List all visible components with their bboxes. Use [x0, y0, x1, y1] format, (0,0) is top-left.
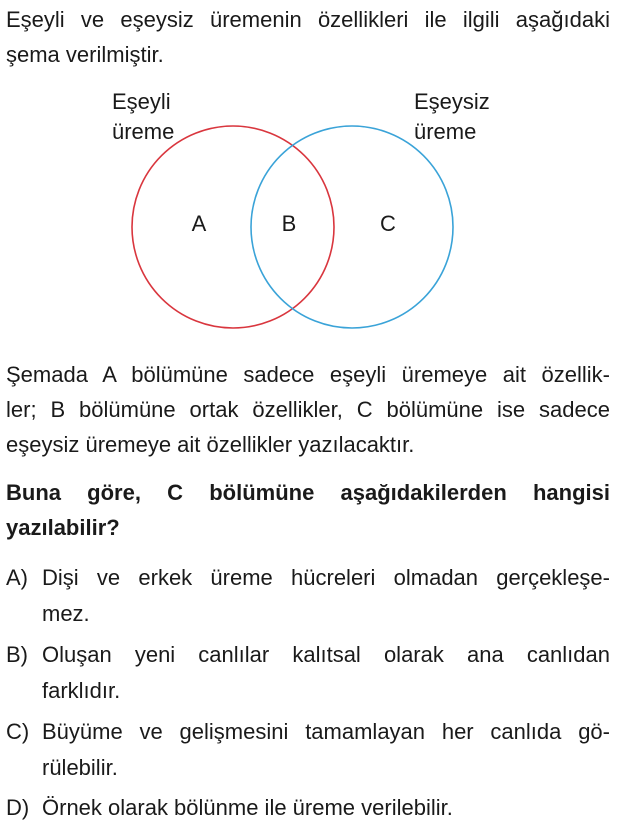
option-text-line: Büyüme ve gelişmesini tamamlayan her canlıda gö- [42, 719, 610, 744]
option-c[interactable] [6, 714, 610, 786]
option-a[interactable] [6, 560, 610, 632]
option-letter: D) [6, 795, 30, 820]
description-line: ler; B bölümüne ortak özellikler, C bölümüne ise sadece [6, 397, 610, 422]
option-text-line: Dişi ve erkek üreme hücreleri olmadan gerçekleşe- [42, 565, 610, 590]
region-a-label: A [191, 211, 207, 236]
option-text-line: Örnek olarak bölünme ile üreme verilebilir. [42, 795, 453, 820]
description-line: eşeysiz üremeye ait özellikler yazılacaktır. [6, 432, 415, 457]
intro-line: şema verilmiştir. [6, 42, 164, 67]
option-letter: B) [6, 642, 28, 667]
option-text-line: mez. [42, 601, 90, 626]
option-d[interactable] [6, 790, 610, 826]
intro-line: Eşeyli ve eşeysiz üremenin özellikleri ile ilgili aşağıdaki [6, 7, 610, 32]
option-b[interactable] [6, 637, 610, 709]
option-letter: C) [6, 719, 30, 744]
right-set-label-line2: üreme [414, 119, 477, 144]
question-line: yazılabilir? [6, 515, 120, 540]
left-set-label-line1: Eşeyli [112, 89, 171, 114]
option-text-line: farklıdır. [42, 678, 121, 703]
region-b-label: B [281, 211, 297, 236]
eseyli-circle [132, 126, 334, 328]
right-set-label-line1: Eşeysiz [414, 89, 490, 114]
description-paragraph [6, 357, 610, 462]
question-line: Buna göre, C bölümüne aşağıdakilerden hangisi [6, 480, 610, 505]
left-set-label-line2: üreme [112, 119, 175, 144]
question-stem [6, 475, 610, 545]
venn-diagram [0, 0, 618, 360]
region-c-label: C [380, 211, 396, 236]
description-line: Şemada A bölümüne sadece eşeyli üremeye ait özellik- [6, 362, 610, 387]
option-letter: A) [6, 565, 28, 590]
option-text-line: Oluşan yeni canlılar kalıtsal olarak ana canlıdan [42, 642, 610, 667]
option-text-line: rülebilir. [42, 755, 118, 780]
